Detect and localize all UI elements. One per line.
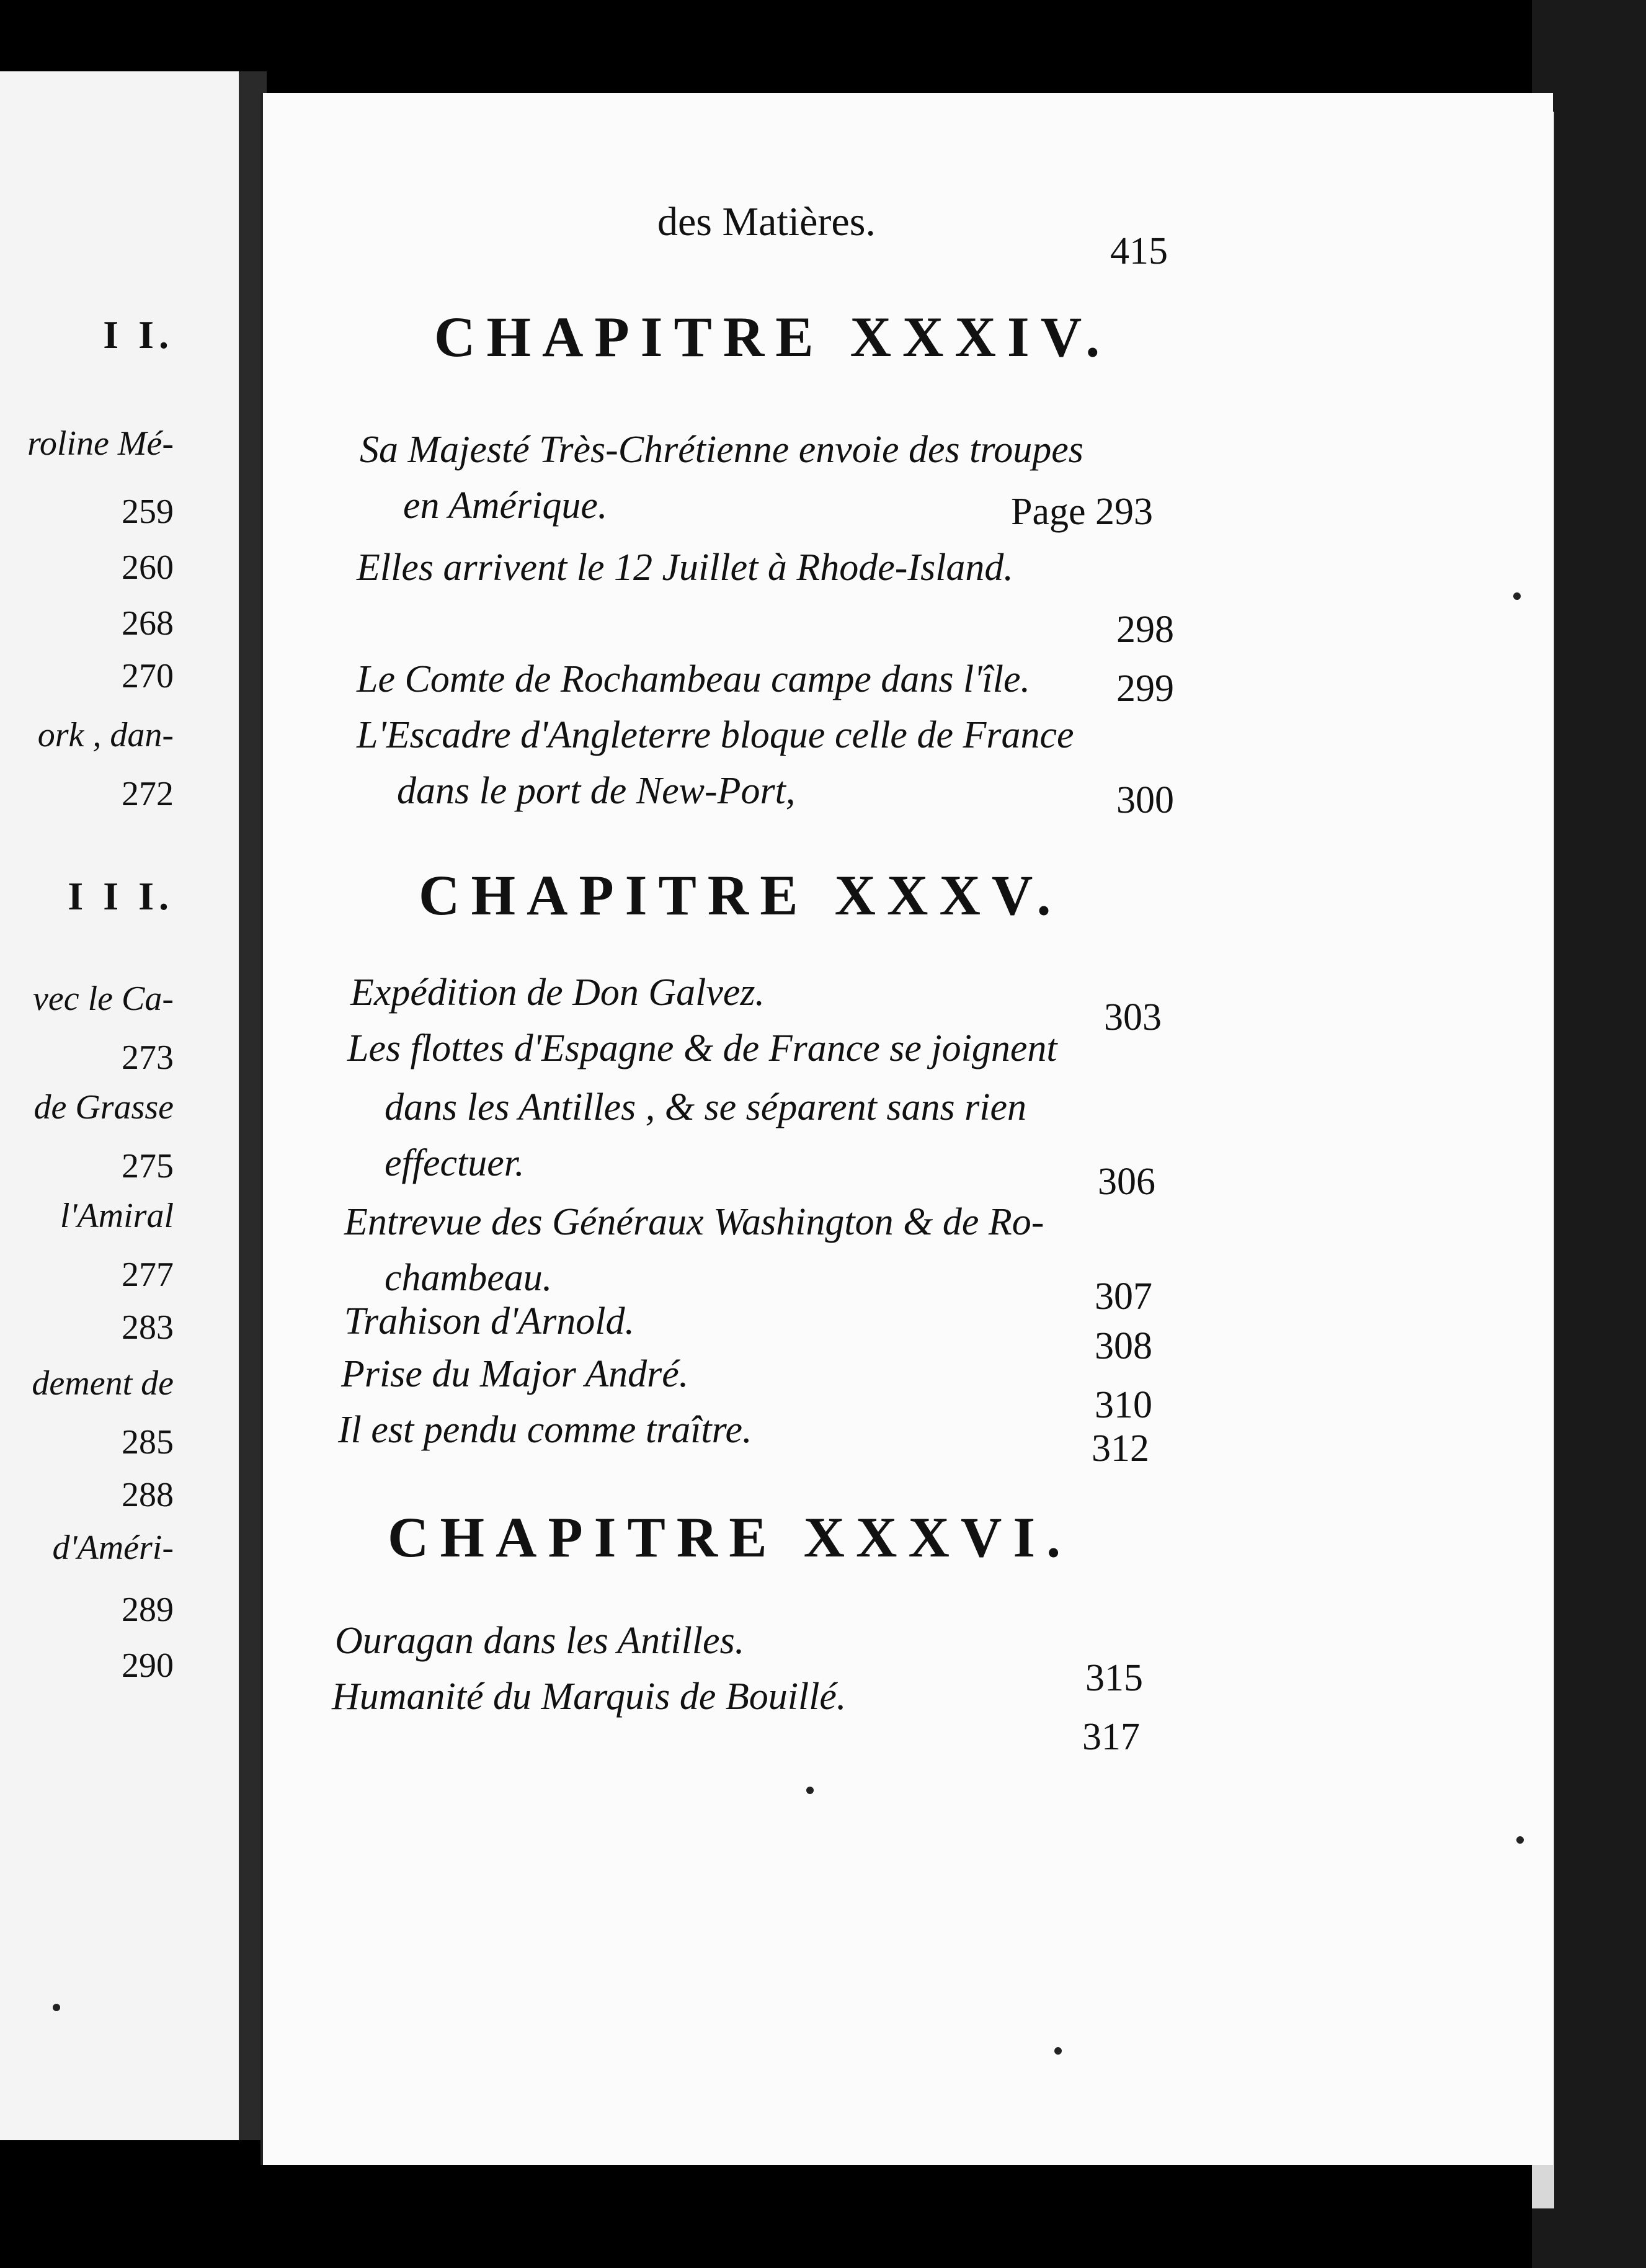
left-line: 283 — [122, 1308, 174, 1347]
left-line: 285 — [122, 1423, 174, 1462]
entry-text: Ouragan dans les Antilles. — [335, 1620, 745, 1662]
entry-text: Le Comte de Rochambeau campe dans l'île. — [357, 658, 1030, 700]
entry-page: 299 — [1116, 667, 1174, 710]
left-page — [0, 71, 239, 2140]
entry-page: 307 — [1095, 1275, 1152, 1318]
entry-text: chambeau. — [385, 1257, 553, 1299]
entry-text: effectuer. — [385, 1142, 525, 1184]
speck — [53, 2004, 60, 2011]
left-line: 272 — [122, 775, 174, 813]
entry-text: dans les Antilles , & se séparent sans rien — [385, 1086, 1027, 1128]
entry-text: Humanité du Marquis de Bouillé. — [332, 1676, 847, 1718]
chapter-title: CHAPITRE XXXVI. — [388, 1506, 1072, 1569]
speck — [1516, 1836, 1524, 1844]
left-line: 277 — [122, 1256, 174, 1294]
page-number: 415 — [1110, 230, 1168, 272]
entry-page: 300 — [1116, 779, 1174, 821]
left-line: ork , dan- — [37, 716, 174, 754]
entry-text: L'Escadre d'Angleterre bloque celle de France — [357, 714, 1074, 756]
left-line: de Grasse — [33, 1088, 174, 1127]
speck — [1054, 2047, 1062, 2055]
entry-text: Prise du Major André. — [341, 1353, 689, 1395]
entry-page: Page 293 — [1011, 491, 1154, 533]
left-line: 259 — [122, 493, 174, 531]
entry-page: 312 — [1092, 1427, 1149, 1470]
entry-page: 310 — [1095, 1384, 1152, 1426]
chapter-title: CHAPITRE XXXIV. — [434, 305, 1111, 368]
entry-text: Elles arrivent le 12 Juillet à Rhode-Island. — [357, 547, 1013, 589]
entry-text: Expédition de Don Galvez. — [350, 971, 765, 1014]
left-line: 289 — [122, 1591, 174, 1629]
left-line: vec le Ca- — [33, 980, 174, 1018]
speck — [806, 1787, 814, 1794]
entry-text: en Amérique. — [403, 484, 608, 527]
running-head: des Matières. — [657, 199, 876, 244]
left-line: l'Amiral — [60, 1197, 174, 1235]
entry-page: 306 — [1098, 1161, 1155, 1203]
left-line: 290 — [122, 1646, 174, 1685]
entry-page: 298 — [1116, 609, 1174, 651]
left-line: 275 — [122, 1147, 174, 1185]
left-line: 268 — [122, 604, 174, 643]
left-line: 270 — [122, 657, 174, 695]
left-heading-2: I I I. — [68, 874, 174, 918]
entry-text: Les flottes d'Espagne & de France se joignent — [347, 1027, 1057, 1069]
left-line: roline Mé- — [27, 424, 174, 463]
entry-page: 308 — [1095, 1325, 1152, 1367]
chapter-title: CHAPITRE XXXV. — [419, 864, 1062, 927]
left-line: 288 — [122, 1476, 174, 1514]
left-line: 260 — [122, 548, 174, 587]
entry-text: Entrevue des Généraux Washington & de Ro- — [344, 1201, 1044, 1243]
left-line: 273 — [122, 1038, 174, 1077]
entry-page: 303 — [1104, 996, 1162, 1038]
entry-page: 317 — [1082, 1716, 1140, 1758]
left-heading-1: I I. — [103, 313, 174, 357]
entry-page: 315 — [1085, 1657, 1143, 1699]
entry-text: Trahison d'Arnold. — [344, 1300, 635, 1342]
left-line: dement de — [32, 1364, 174, 1403]
speck — [1513, 592, 1521, 600]
entry-text: Sa Majesté Très-Chrétienne envoie des troupes — [360, 429, 1083, 471]
entry-text: dans le port de New-Port, — [397, 770, 796, 812]
left-line: d'Améri- — [52, 1529, 174, 1567]
entry-text: Il est pendu comme traître. — [338, 1409, 752, 1451]
